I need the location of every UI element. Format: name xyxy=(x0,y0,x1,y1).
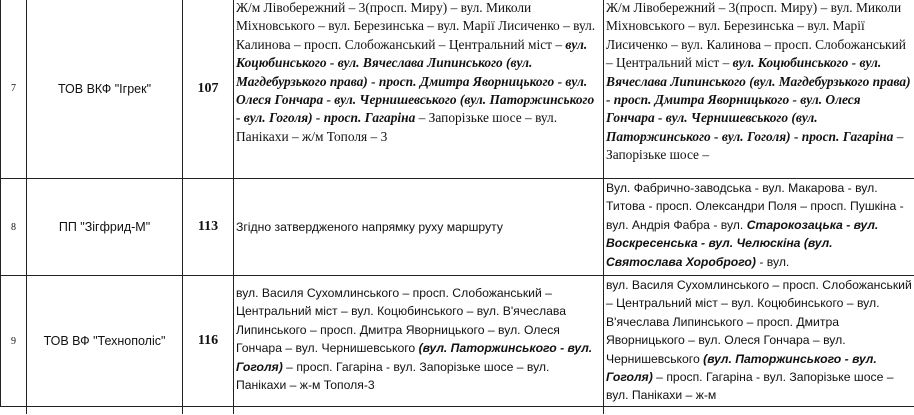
row-number: 8 xyxy=(1,179,27,276)
route-path-current xyxy=(234,0,604,179)
street-segment: – Запорізьке шосе – xyxy=(606,129,903,162)
street-segment: Вул. Фабрично-заводська - вул. Макарова - вул. Титова - просп. Олександри Поля – просп. Пушкіна - вул. Андрія Фабра - вул. xyxy=(606,181,904,232)
street-segment-changed: вул. Коцюбинського - вул. Вячеслава Липинського (вул. Магдебурзького права) - просп. Дмитра Яворницького - вул. Олеся Гончара - вул. Чернишевського (вул. Паторжинського - вул. Гоголя) - просп. Гагаріна xyxy=(236,37,594,126)
row-number: 7 xyxy=(1,0,27,179)
route-path-current xyxy=(234,276,604,407)
street-segment: Ж/м Лівобережний – 3(просп. Миру) – вул. Миколи Міхновського – вул. Березинська – вул. Марії Лисиченко – вул. Калинова – просп. Слобожанський – Центральний міст – xyxy=(236,0,595,52)
street-segment: Згідно затвердженого напрямку руху маршруту xyxy=(236,220,503,234)
street-segment: вул. Василя Сухомлинського – просп. Слобожанський – Центральний міст – вул. Коцюбинського – вул. В'ячеслава Липинського – просп. Дмитра Яворницького – вул. Олеся Гончара – вул. Чернишевського xyxy=(236,286,566,355)
route-number: 107 xyxy=(183,0,234,179)
column-divider xyxy=(26,406,27,414)
route-path-new xyxy=(604,179,914,276)
column-divider xyxy=(603,406,604,414)
street-segment: вул. Василя Сухомлинського – просп. Слобожанський – Центральний міст – вул. Коцюбинського – вул. В'ячеслава Липинського – просп. Дмитра Яворницького – вул. Олеся Гончара – вул. Чернишевського xyxy=(606,278,912,366)
carrier-name: ТОВ ВФ "Технополіс" xyxy=(27,276,183,407)
table-row xyxy=(1,276,914,407)
street-segment: – просп. Гагаріна - вул. Запорізьке шосе – вул. Панікахи – ж-м Тополя-3 xyxy=(236,360,549,392)
carrier-name: ПП "Зігфрид-М" xyxy=(27,179,183,276)
street-segment: - вул. xyxy=(756,255,789,269)
route-path-new xyxy=(604,0,914,179)
route-path-new xyxy=(604,276,914,407)
carrier-name: ТОВ ВКФ "Ігрек" xyxy=(27,0,183,179)
column-divider xyxy=(182,406,183,414)
table-row xyxy=(1,179,914,276)
street-segment-changed: (вул. Паторжинського - вул. Гоголя) xyxy=(236,341,592,373)
street-segment-changed: Старокозацька - вул. Воскресенська - вул. Челюскіна (вул. Святослава Хороброго) xyxy=(606,218,878,269)
table-row xyxy=(1,0,914,179)
street-segment: – Запорізьке шосе – вул. Панікахи – ж/м Тополя – 3 xyxy=(236,110,557,143)
route-number: 113 xyxy=(183,179,234,276)
row-number: 9 xyxy=(1,276,27,407)
street-segment-changed: вул. Коцюбинського - вул. Вячеслава Липинського (вул. Магдебурзького права) - просп. Дмитра Яворницького - вул. Олеся Гончара - вул. Чернишевського (вул. Паторжинського - вул. Гоголя) - просп. Гагаріна xyxy=(606,55,911,144)
street-segment-changed: (вул. Паторжинського - вул. Гоголя) xyxy=(606,352,877,384)
street-segment: – просп. Гагаріна - вул. Запорізьке шосе – вул. Панікахи – ж-м xyxy=(606,370,894,402)
route-number: 116 xyxy=(183,276,234,407)
column-divider xyxy=(233,406,234,414)
route-path-current xyxy=(234,179,604,276)
street-segment: Ж/м Лівобережний – 3(просп. Миру) – вул. Миколи Міхновського – вул. Березинська – вул. Марії Лисиченко – вул. Калинова – просп. Слобожанський – Центральний міст – xyxy=(606,0,906,70)
